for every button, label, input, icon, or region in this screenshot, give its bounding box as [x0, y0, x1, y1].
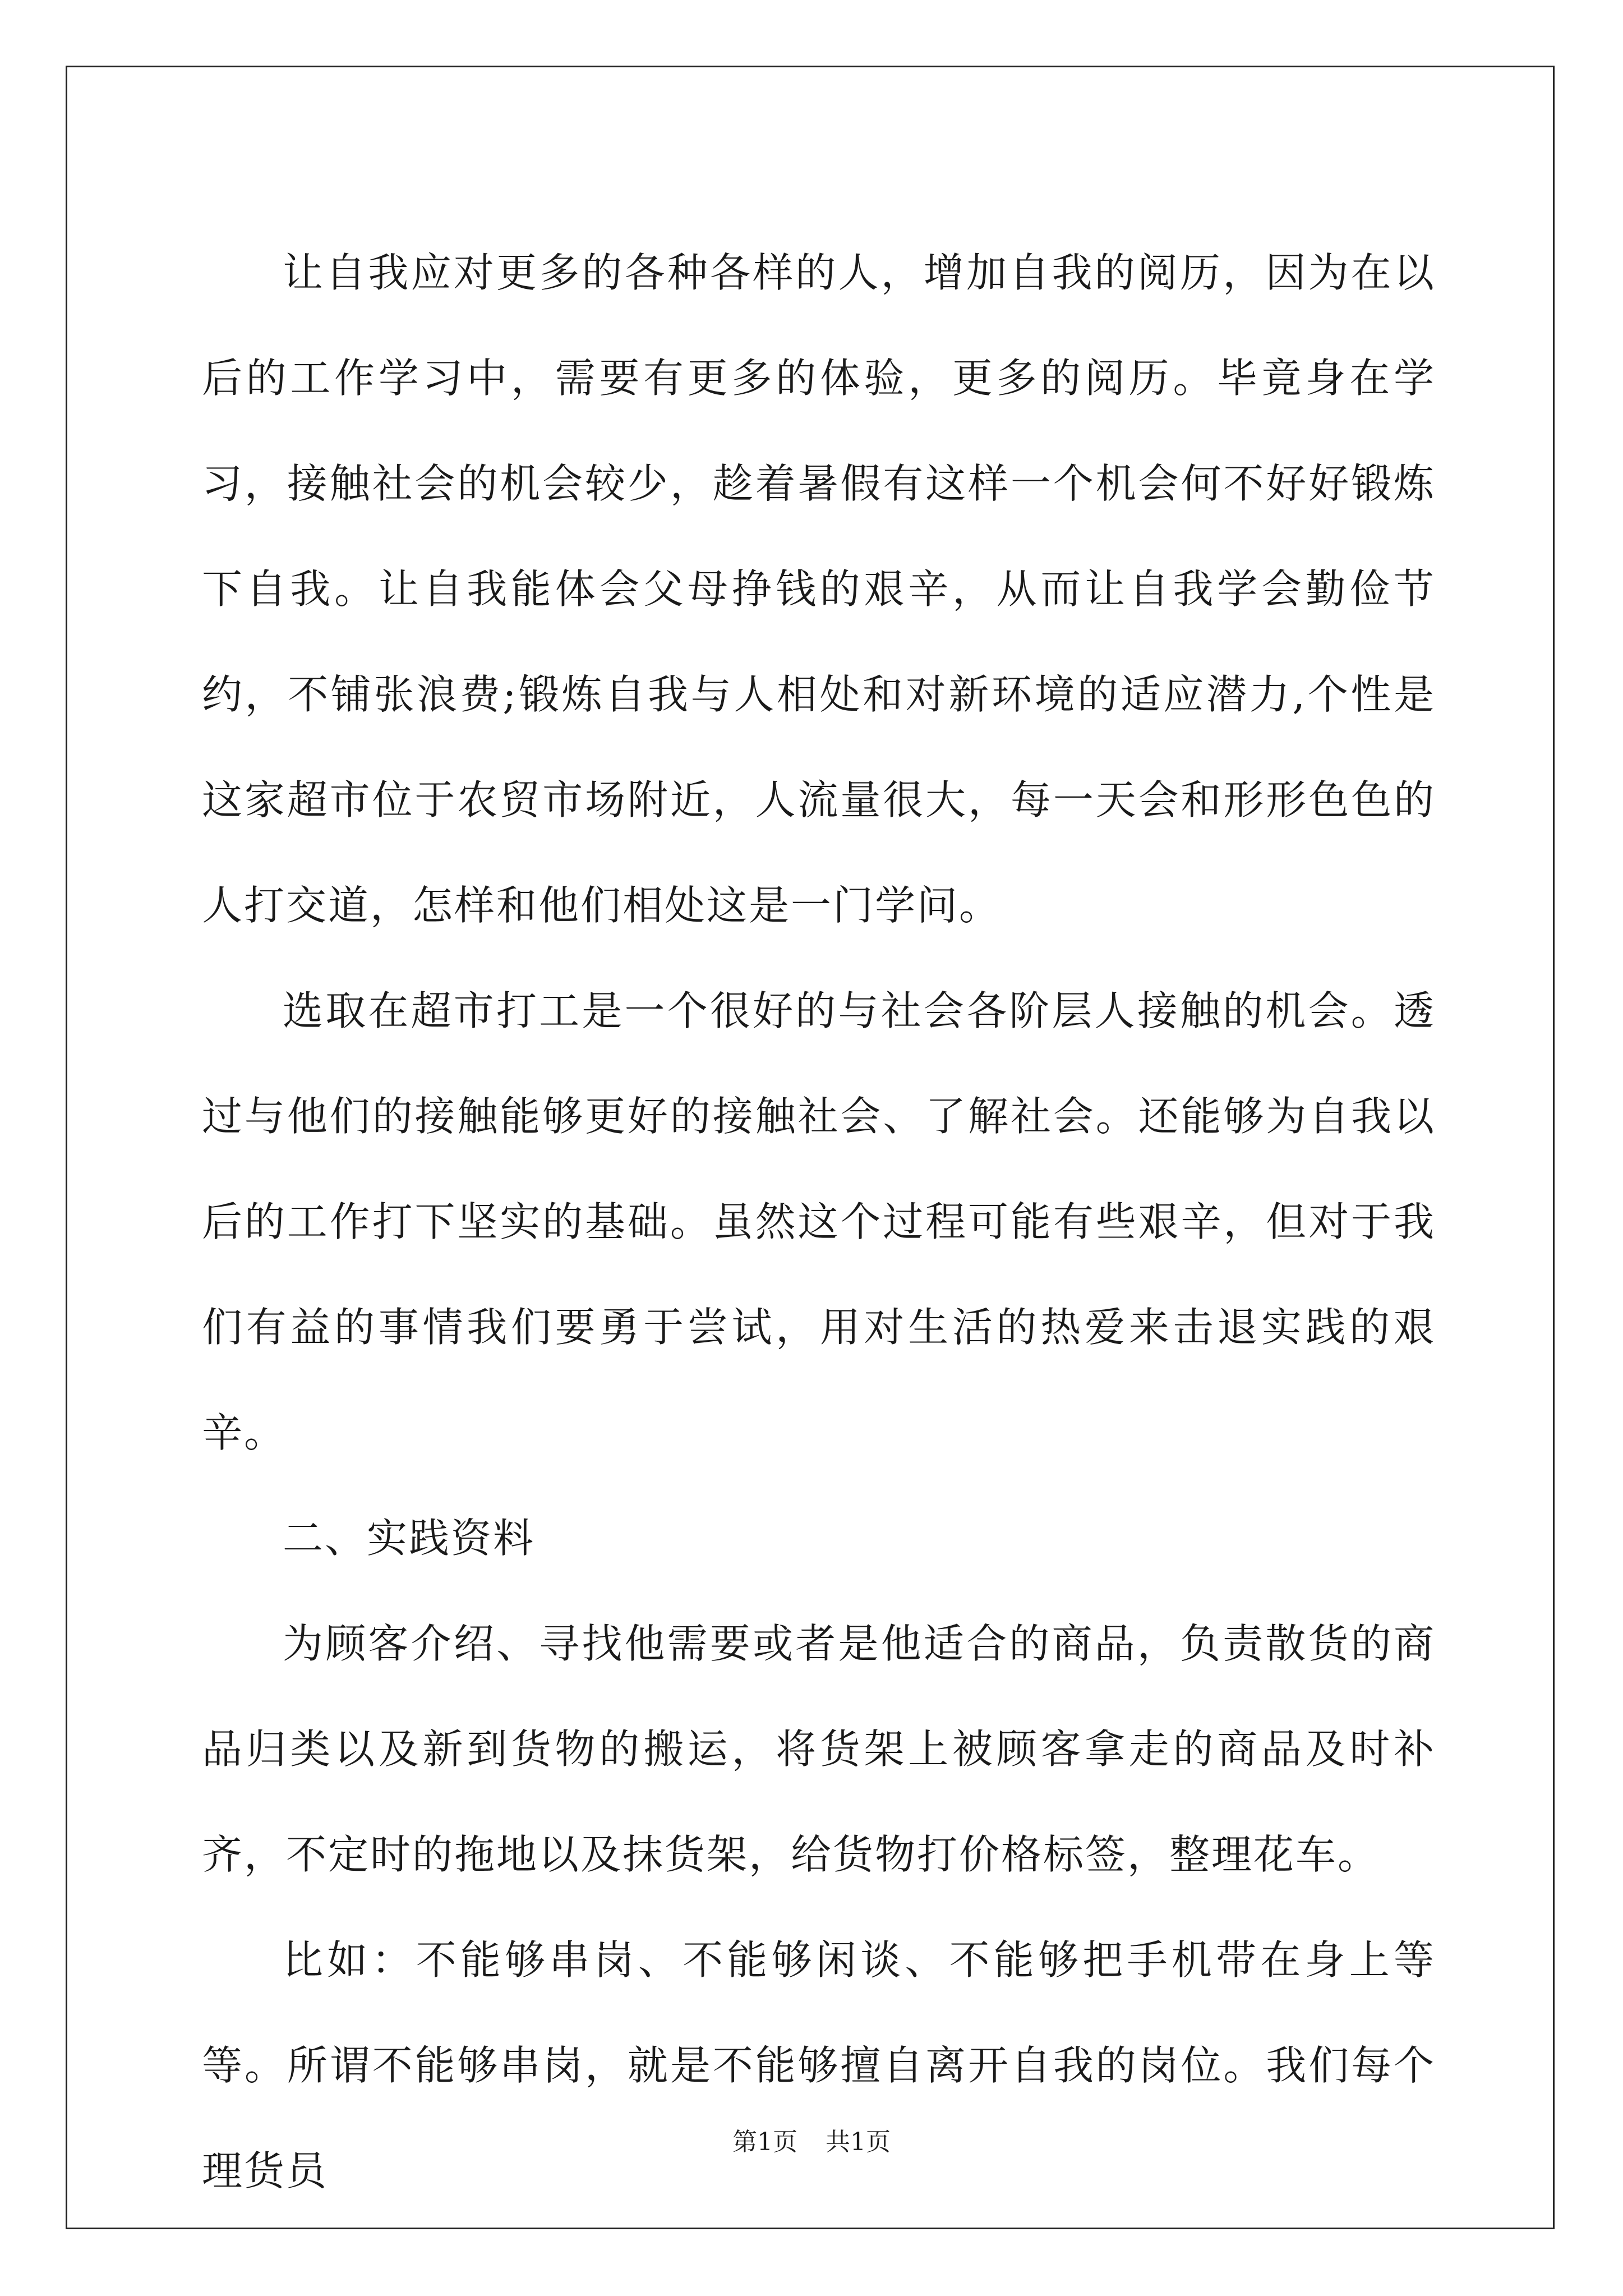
page-total: 共1页 — [826, 2128, 891, 2156]
paragraph-3: 为顾客介绍、寻找他需要或者是他适合的商品，负责散货的商品归类以及新到货物的搬运，将货架上被顾客拿走的商品及时补齐，不定时的拖地以及抹货架，给货物打价格标签，整理花车。 — [202, 1620, 1436, 1878]
section-heading: 二、实践资料 — [283, 1515, 536, 1562]
paragraph-2: 选取在超市打工是一个很好的与社会各阶层人接触的机会。透过与他们的接触能够更好的接触社会、了解社会。还能够为自我以后的工作打下坚实的基础。虽然这个过程可能有些艰辛，但对于我们有益的事情我们要勇于尝试，用对生活的热爱来击退实践的艰辛。 — [202, 987, 1436, 1456]
paragraph-1: 让自我应对更多的各种各样的人，增加自我的阅历，因为在以后的工作学习中，需要有更多的体验，更多的阅历。毕竟身在学习，接触社会的机会较少，趁着暑假有这样一个机会何不好好锻炼下自我。让自我能体会父母挣钱的艰辛，从而让自我学会勤俭节约，不铺张浪费;锻炼自我与人相处和对新环境的适应潜力,个性是这家超市位于农贸市场附近，人流量很大，每一天会和形形色色的人打交道，怎样和他们相处这是一门学问。 — [202, 249, 1436, 929]
page-footer — [0, 2122, 1623, 2157]
paragraph-4: 比如：不能够串岗、不能够闲谈、不能够把手机带在身上等等。所谓不能够串岗，就是不能够擅自离开自我的岗位。我们每个理货员 — [202, 1936, 1436, 2194]
document-body — [202, 220, 1436, 2224]
page-number: 第1页 — [732, 2128, 797, 2156]
